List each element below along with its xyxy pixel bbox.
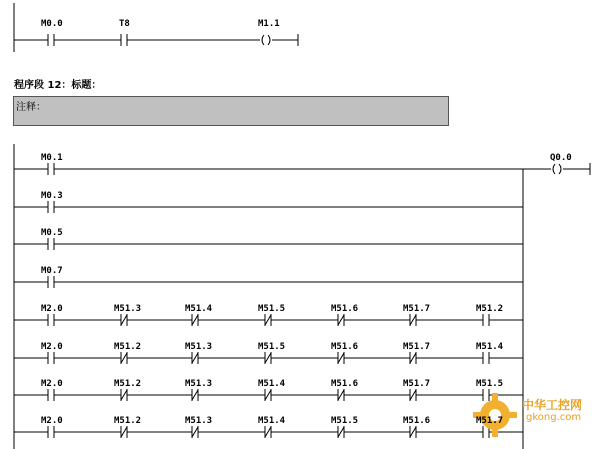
watermark-url: gkong.com (526, 412, 582, 423)
contact-label[interactable]: M0.7 (41, 266, 63, 276)
contact-label[interactable]: M51.5 (258, 304, 286, 314)
gear-icon (470, 390, 520, 440)
contact-m51-5[interactable] (265, 352, 271, 364)
contact-m51-2[interactable] (121, 352, 127, 364)
contact-m0-3[interactable] (48, 201, 54, 213)
contact-label[interactable]: M51.2 (476, 304, 504, 314)
contact-m51-3[interactable] (192, 389, 198, 401)
contact-label[interactable]: T8 (119, 19, 130, 29)
contact-label[interactable]: M51.7 (403, 304, 431, 314)
contact-m0-1[interactable] (48, 163, 54, 175)
contact-label[interactable]: M0.0 (41, 19, 63, 29)
contact-m51-7[interactable] (410, 389, 416, 401)
contact-label[interactable]: M0.5 (41, 228, 63, 238)
contact-m2-0[interactable] (48, 352, 54, 364)
contact-m0-7[interactable] (48, 276, 54, 288)
contact-m51-2[interactable] (121, 426, 127, 438)
contact-label[interactable]: M51.2 (114, 379, 142, 389)
contact-m51-2[interactable] (121, 389, 127, 401)
contact-label[interactable]: M2.0 (41, 379, 63, 389)
contact-m51-6[interactable] (338, 389, 344, 401)
contact-label[interactable]: M2.0 (41, 304, 63, 314)
contact-label[interactable]: M51.6 (331, 379, 359, 389)
contact-m2-0[interactable] (48, 314, 54, 326)
contact-label[interactable]: M51.7 (403, 342, 431, 352)
contact-label[interactable]: M2.0 (41, 416, 63, 426)
coil-q0-0[interactable] (551, 164, 563, 174)
contact-m51-4[interactable] (265, 389, 271, 401)
contact-label[interactable]: M2.0 (41, 342, 63, 352)
comment-label: 注释： (16, 102, 46, 113)
network-12-title: 程序段 12：标题： (14, 80, 102, 91)
contact-m51-4[interactable] (265, 426, 271, 438)
contact-label[interactable]: M51.7 (476, 416, 504, 426)
contact-label[interactable]: M51.6 (403, 416, 431, 426)
contact-m2-0[interactable] (48, 426, 54, 438)
contact-m51-3[interactable] (121, 314, 127, 326)
contact-m51-7[interactable] (410, 352, 416, 364)
contact-m51-6[interactable] (338, 352, 344, 364)
contact-m51-7[interactable] (410, 314, 416, 326)
contact-label[interactable]: M51.3 (114, 304, 142, 314)
contact-m51-3[interactable] (192, 352, 198, 364)
contact-m51-6[interactable] (410, 426, 416, 438)
contact-label[interactable]: M51.3 (185, 379, 213, 389)
contact-label[interactable]: M51.4 (185, 304, 213, 314)
contact-m51-4[interactable] (483, 352, 489, 364)
contact-label[interactable]: M51.5 (476, 379, 504, 389)
contact-m51-3[interactable] (192, 426, 198, 438)
contact-label[interactable]: M51.4 (258, 379, 286, 389)
contact-t8[interactable] (121, 34, 127, 46)
contact-m51-5[interactable] (265, 314, 271, 326)
contact-m0-0[interactable] (48, 34, 54, 46)
contact-m0-5[interactable] (48, 238, 54, 250)
contact-m2-0[interactable] (48, 389, 54, 401)
contact-label[interactable]: M51.7 (403, 379, 431, 389)
contact-m51-2[interactable] (483, 314, 489, 326)
contact-label[interactable]: M51.3 (185, 416, 213, 426)
contact-label[interactable]: M51.2 (114, 342, 142, 352)
contact-label[interactable]: M0.1 (41, 153, 63, 163)
contact-label[interactable]: M51.6 (331, 304, 359, 314)
contact-label[interactable]: M51.4 (258, 416, 286, 426)
contact-label[interactable]: M51.4 (476, 342, 504, 352)
network-12-comment-box[interactable] (13, 96, 449, 126)
contact-label[interactable]: M51.3 (185, 342, 213, 352)
contact-m51-4[interactable] (192, 314, 198, 326)
contact-label[interactable]: M0.3 (41, 191, 63, 201)
watermark-text: 中华工控网 (522, 398, 583, 412)
coil-m1-1[interactable] (260, 35, 272, 45)
contact-m51-5[interactable] (338, 426, 344, 438)
contact-label[interactable]: M51.6 (331, 342, 359, 352)
contact-m51-6[interactable] (338, 314, 344, 326)
contact-label[interactable]: M51.5 (331, 416, 359, 426)
coil-label[interactable]: Q0.0 (550, 153, 572, 163)
contact-label[interactable]: M51.5 (258, 342, 286, 352)
coil-label[interactable]: M1.1 (258, 19, 280, 29)
contact-label[interactable]: M51.2 (114, 416, 142, 426)
